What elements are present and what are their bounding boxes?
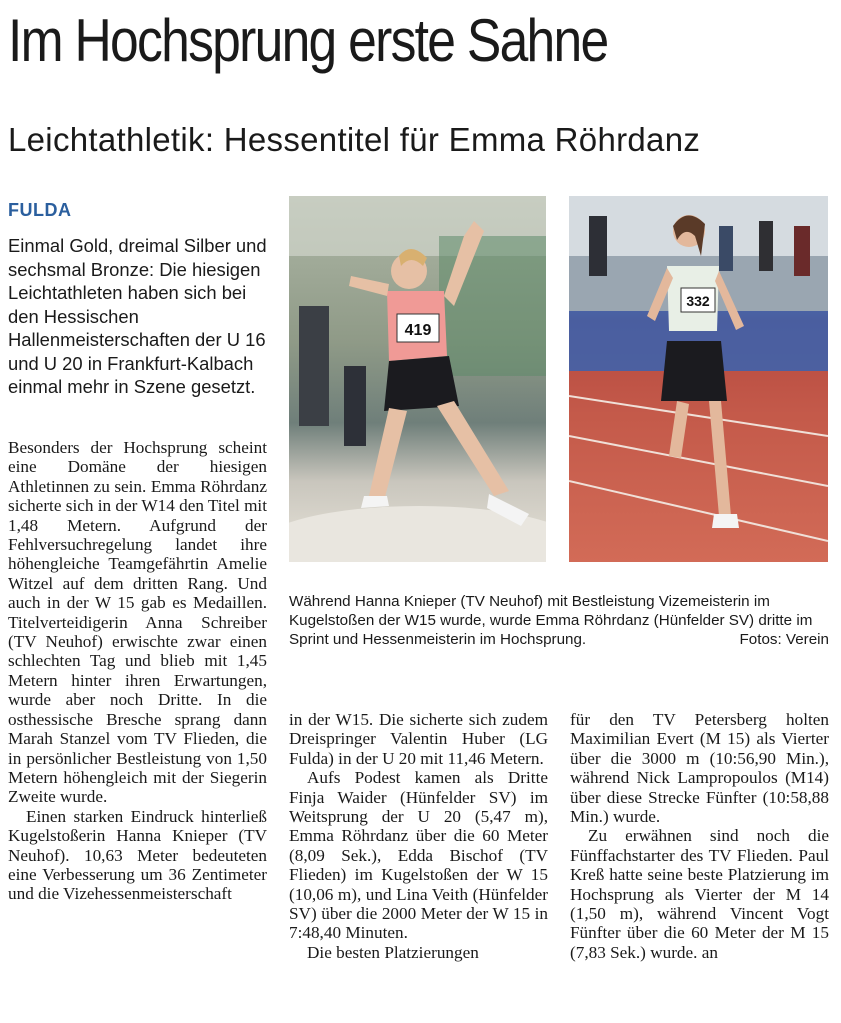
headline: Im Hochsprung erste Sahne [8, 7, 608, 74]
paragraph: Einen starken Eindruck hinterließ Kugelstoßerin Hanna Knieper (TV Neuhof). 10,63 Meter bedeuteten eine Verbesserung um 36 Zentimeter und die Vizehessenmeisterschaft [8, 806, 267, 904]
dateline: FULDA [8, 200, 72, 220]
paragraph: in der W15. Die sicherte sich zudem Dreispringer Valentin Huber (LG Fulda) in der U 20 mit 11,46 Metern. [289, 710, 548, 768]
paragraph: für den TV Petersberg holten Maximilian Evert (M 15) als Vierter über die 3000 m (10:56,90 Min.), während Nick Lampropoulos (M14) über diese Strecke Fünfter (10:58,88 Min.) wurde. [570, 710, 829, 827]
lead-paragraph: Einmal Gold, dreimal Silber und sechsmal Bronze: Die hiesigen Leichtathleten haben sich bei den Hessischen Hallenmeisterschaften der U 16 und U 20 in Frankfurt-Kalbach einmal mehr in Szene gesetzt. [8, 235, 267, 397]
paragraph: Zu erwähnen sind noch die Fünffachstarter des TV Flieden. Paul Kreß hatte seine beste Platzierung im Hochsprung als Vierter der M 14 (1,50 m), während Vincent Vogt Fünfter über die 60 Meter der M 15 (7,83 Sek.) wurde. an [570, 826, 829, 962]
shot-put-illustration [289, 196, 546, 562]
article-column-2 [289, 710, 548, 962]
article-column-3 [570, 710, 829, 962]
subheadline: Leichtathletik: Hessentitel für Emma Röhrdanz [8, 121, 701, 158]
photo-sprint [569, 196, 828, 562]
caption-text: Während Hanna Knieper (TV Neuhof) mit Bestleistung Vizemeisterin im Kugelstoßen der W15 wurde, wurde Emma Röhrdanz (Hünfelder SV) dritte im Sprint und Hessenmeisterin im Hochsprung. [289, 593, 813, 648]
bib-number-332: 332 [686, 293, 710, 309]
sprint-illustration [569, 196, 828, 562]
paragraph: Aufs Podest kamen als Dritte Finja Waider (Hünfelder SV) im Weitsprung der U 20 (5,47 m), Emma Röhrdanz über die 60 Meter (8,09 Sek.), Edda Bischof (TV Flieden) im Kugelstoßen der W 15 (10,06 m), und Lina Veith (Hünfelder SV) über die 2000 Meter der W 15 in 7:48,40 Minuten. [289, 768, 548, 943]
bib-number-419: 419 [404, 322, 432, 339]
paragraph: Die besten Platzierungen [307, 942, 479, 962]
article-column-1 [8, 438, 267, 904]
paragraph: Besonders der Hochsprung scheint eine Domäne der hiesigen Athletinnen zu sein. Emma Röhrdanz sicherte sich in der W14 den Titel mit 1,48 Metern. Aufgrund der Fehlversuchregelung landet ihre höhengleiche Teamgefährtin Amelie Witzel auf dem dritten Rang. Und auch in der W 15 gab es Medaillen. Titelverteidigerin Anna Schreiber (TV Neuhof) erwischte zwar einen schlechten Tag und blieb mit 1,45 Metern hinter ihren Erwartungen, wurde aber noch Dritte. In die osthessische Bresche sprang dann Marah Stanzel vom TV Flieden, die in persönlicher Bestleistung von 1,50 Metern höhengleich mit der Siegerin Zweite wurde. [8, 438, 267, 807]
photo-credit: Fotos: Verein [739, 631, 829, 648]
photo-shot-put [289, 196, 546, 562]
photo-caption [289, 592, 829, 649]
